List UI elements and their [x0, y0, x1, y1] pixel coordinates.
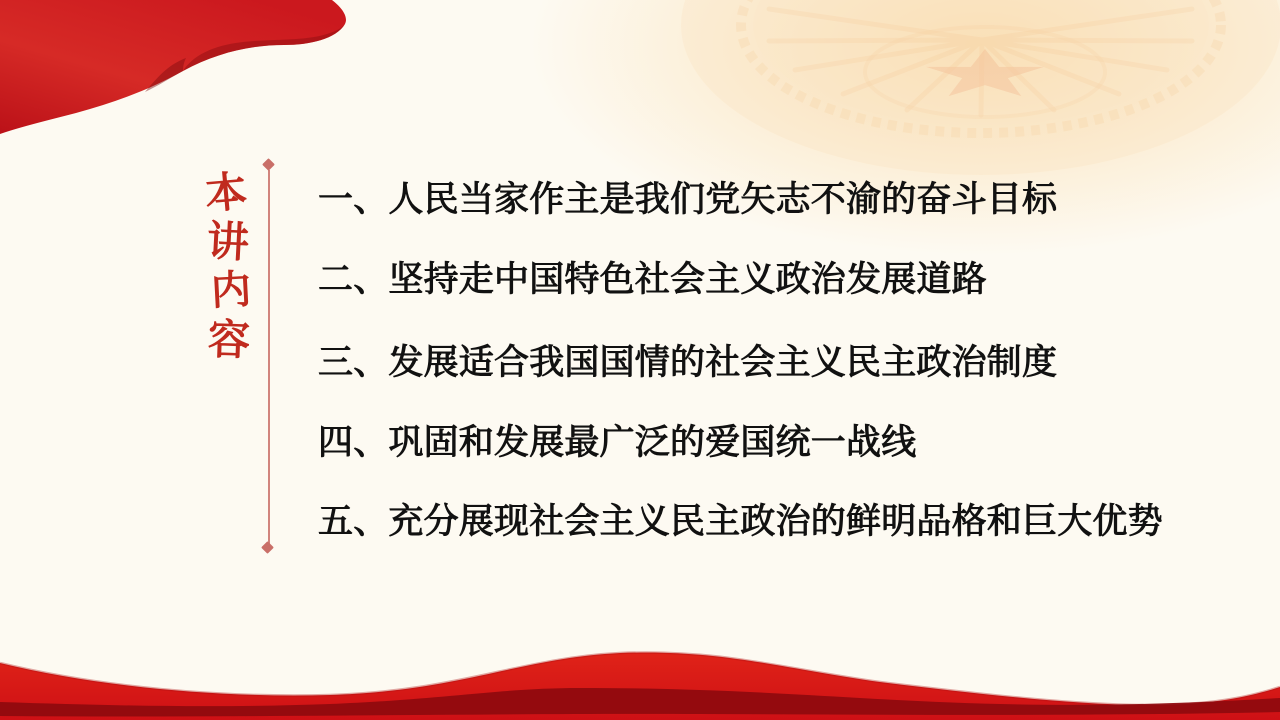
- toc-item: [318, 178, 1057, 222]
- divider-diamond-bottom: [261, 541, 274, 554]
- red-wave-graphic: [0, 630, 1280, 720]
- toc-item-text: 坚持走中国特色社会主义政治发展道路: [388, 260, 987, 299]
- divider-line: [268, 170, 270, 544]
- toc-item-text: 充分展现社会主义民主政治的鲜明品格和巨大优势: [388, 502, 1163, 541]
- divider-diamond-top: [262, 158, 275, 171]
- section-title-char: 本: [202, 166, 250, 219]
- section-title-char: 容: [207, 314, 251, 365]
- red-ribbon-graphic: [0, 0, 360, 140]
- toc-item-number: 一、: [318, 180, 389, 219]
- toc-item: [318, 341, 1057, 385]
- toc-item-text: 人民当家作主是我们党矢志不渝的奋斗目标: [388, 180, 1058, 219]
- section-title-char: 内: [209, 265, 253, 315]
- toc-item-number: 五、: [318, 502, 389, 541]
- toc-item-number: 二、: [318, 260, 389, 299]
- section-title-char: 讲: [205, 216, 251, 268]
- toc-item-text: 发展适合我国国情的社会主义民主政治制度: [388, 343, 1058, 382]
- section-title: [198, 168, 254, 364]
- toc-item: [318, 500, 1163, 544]
- toc-item-number: 四、: [318, 423, 389, 462]
- toc-item: [318, 258, 987, 302]
- toc-item-text: 巩固和发展最广泛的爱国统一战线: [388, 423, 917, 462]
- toc-item: [318, 421, 916, 465]
- toc-item-number: 三、: [318, 343, 389, 382]
